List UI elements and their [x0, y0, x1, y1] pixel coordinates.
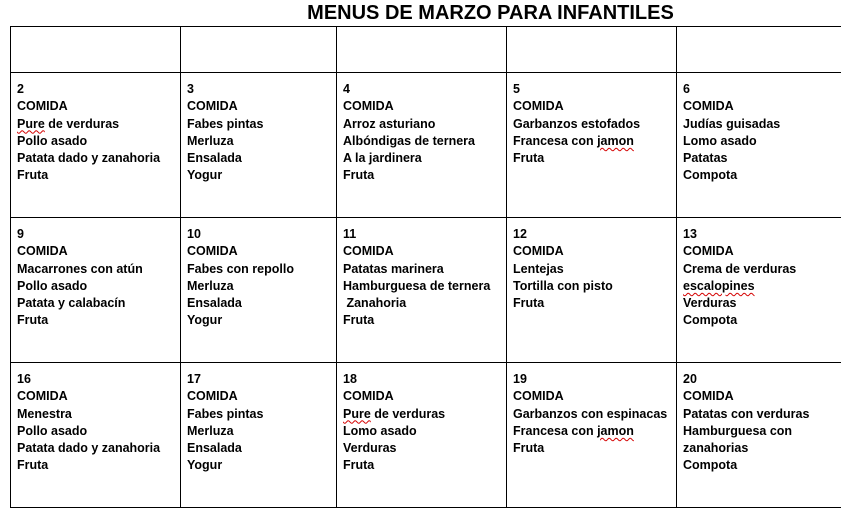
week-row — [11, 73, 841, 218]
header-row — [11, 27, 841, 73]
day-cell — [507, 363, 677, 508]
dessert: Fruta — [513, 296, 545, 311]
meal-label: COMIDA — [17, 99, 68, 114]
dish: Pure de verduras — [17, 116, 120, 131]
dish: Patatas — [683, 151, 728, 166]
dish: Pollo asado — [17, 278, 88, 293]
day-number: 3 — [187, 82, 194, 96]
dish: Fabes con repollo — [187, 261, 294, 276]
day-cell — [11, 73, 181, 218]
day-number: 11 — [343, 227, 357, 241]
dish: Merluza — [187, 423, 234, 438]
dish: Lomo asado — [683, 133, 757, 148]
dessert: Yogur — [187, 458, 223, 473]
dish: Patatas marinera — [343, 261, 444, 276]
dish: Patata y calabacín — [17, 296, 126, 311]
dish: Ensalada — [187, 296, 242, 311]
day-cell — [507, 218, 677, 363]
day-cell — [677, 363, 841, 508]
meal-label: COMIDA — [513, 244, 564, 259]
dessert: Fruta — [17, 313, 49, 328]
day-number: 13 — [683, 227, 697, 241]
meal-label: COMIDA — [187, 244, 238, 259]
dish: Garbanzos con espinacas — [513, 406, 668, 421]
dessert: Fruta — [17, 458, 49, 473]
day-cell — [507, 73, 677, 218]
day-number: 12 — [513, 227, 527, 241]
header-cell — [677, 27, 841, 73]
dish: Menestra — [17, 406, 72, 421]
header-cell — [507, 27, 677, 73]
dessert: Compota — [683, 458, 738, 473]
dish: Francesa con jamon — [513, 133, 634, 148]
dessert: Fruta — [513, 151, 545, 166]
dish: Ensalada — [187, 151, 242, 166]
day-number: 19 — [513, 372, 527, 386]
dish: Patata dado y zanahoria — [17, 151, 161, 166]
week-row — [11, 218, 841, 363]
dish: Fabes pintas — [187, 116, 264, 131]
page-title: MENUS DE MARZO PARA INFANTILES — [307, 2, 674, 24]
dish: Merluza — [187, 278, 234, 293]
dish: Pollo asado — [17, 423, 88, 438]
day-cell — [677, 218, 841, 363]
day-number: 9 — [17, 227, 24, 241]
dish: Crema de verduras — [683, 261, 797, 276]
dish: Arroz asturiano — [343, 116, 436, 131]
dish: Verduras — [683, 296, 737, 311]
dish: Patata dado y zanahoria — [17, 441, 161, 456]
dessert: Fruta — [513, 441, 545, 456]
meal-label: COMIDA — [343, 99, 394, 114]
meal-label: COMIDA — [187, 99, 238, 114]
day-number: 6 — [683, 82, 690, 96]
dessert: Fruta — [17, 168, 49, 183]
day-cell — [11, 218, 181, 363]
day-cell — [337, 218, 507, 363]
day-cell — [11, 363, 181, 508]
day-cell — [181, 363, 337, 508]
meal-label: COMIDA — [513, 99, 564, 114]
meal-label: COMIDA — [17, 244, 68, 259]
dish: Lomo asado — [343, 423, 417, 438]
day-number: 2 — [17, 82, 24, 96]
dish: zanahorias — [683, 441, 749, 456]
day-number: 17 — [187, 372, 201, 386]
day-cell — [677, 73, 841, 218]
dessert: Fruta — [343, 168, 375, 183]
day-cell — [181, 218, 337, 363]
dish: Merluza — [187, 133, 234, 148]
meal-label: COMIDA — [187, 389, 238, 404]
day-number: 10 — [187, 227, 201, 241]
day-cell — [337, 363, 507, 508]
meal-label: COMIDA — [17, 389, 68, 404]
day-number: 20 — [683, 372, 697, 386]
dish: Judías guisadas — [683, 116, 781, 131]
dish: Pollo asado — [17, 133, 88, 148]
meal-label: COMIDA — [343, 389, 394, 404]
dessert: Compota — [683, 313, 738, 328]
dish: Ensalada — [187, 441, 242, 456]
dish: Lentejas — [513, 261, 564, 276]
meal-label: COMIDA — [683, 244, 734, 259]
meal-label: COMIDA — [343, 244, 394, 259]
dish: Garbanzos estofados — [513, 116, 641, 131]
header-cell — [337, 27, 507, 73]
dessert: Fruta — [343, 458, 375, 473]
dish: Albóndigas de ternera — [343, 133, 475, 148]
menu-table — [10, 26, 841, 508]
dish: Zanahoria — [343, 296, 407, 311]
week-row — [11, 363, 841, 508]
dish: Tortilla con pisto — [513, 278, 613, 293]
meal-label: COMIDA — [683, 389, 734, 404]
meal-label: COMIDA — [683, 99, 734, 114]
day-cell — [181, 73, 337, 218]
day-number: 16 — [17, 372, 31, 386]
dish: Francesa con jamon — [513, 423, 634, 438]
dish: Pure de verduras — [343, 406, 446, 421]
meal-label: COMIDA — [513, 389, 564, 404]
dessert: Yogur — [187, 313, 223, 328]
dish: Macarrones con atún — [17, 261, 143, 276]
header-cell — [181, 27, 337, 73]
header-cell — [11, 27, 181, 73]
dish: Fabes pintas — [187, 406, 264, 421]
dish: Patatas con verduras — [683, 406, 810, 421]
day-number: 4 — [343, 82, 350, 96]
dish: Verduras — [343, 441, 397, 456]
dessert: Fruta — [343, 313, 375, 328]
dish: Hamburguesa con — [683, 423, 793, 438]
dish: A la jardinera — [343, 151, 422, 166]
dessert: Yogur — [187, 168, 223, 183]
dish: escalopines — [683, 278, 755, 293]
dish: Hamburguesa de ternera — [343, 278, 491, 293]
day-number: 5 — [513, 82, 520, 96]
day-number: 18 — [343, 372, 357, 386]
dessert: Compota — [683, 168, 738, 183]
day-cell — [337, 73, 507, 218]
